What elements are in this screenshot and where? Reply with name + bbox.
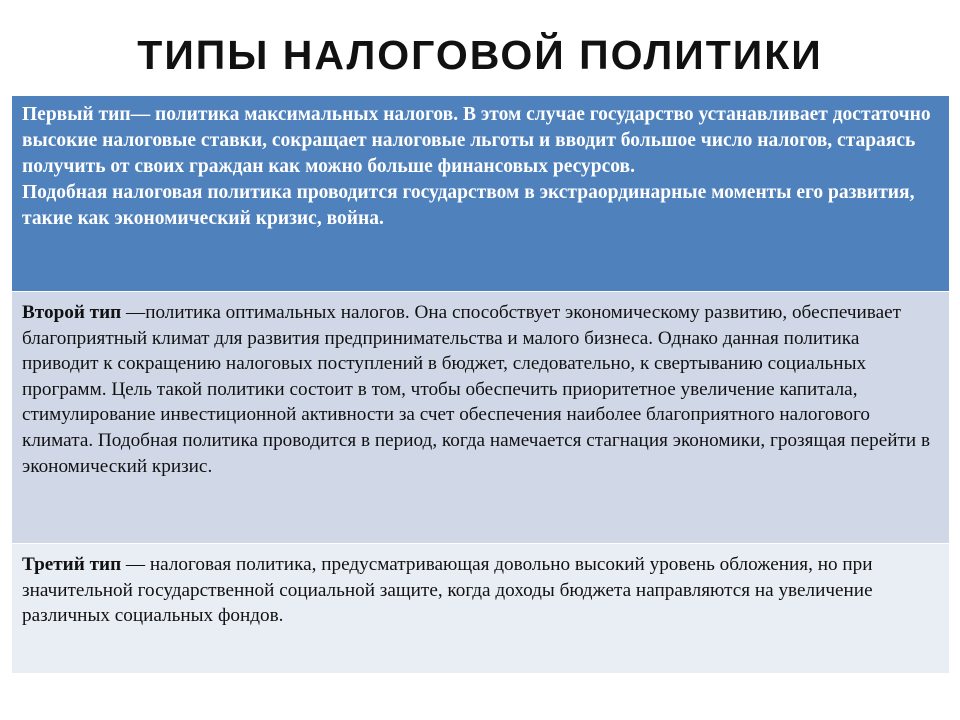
table-row-type-1 — [12, 96, 949, 292]
type-2-description: —политика оптимальных налогов. Она способствует экономическому развитию, обеспечивает благоприятный климат для развития предпринимательства и малого бизнеса. Однако данная политика приводит к сокращению налоговых поступлений в бюджет, следовательно, к свертыванию социальных программ. Цель такой политики состоит в том, чтобы обеспечить приоритетное увеличение капитала, стимулирование инвестиционной активности за счет обеспечения наиболее благоприятного налогового климата. Подобная политика проводится в период, когда намечается стагнация экономики, грозящая перейти в экономический кризис. — [22, 302, 931, 477]
type-1-description: Первый тип— политика максимальных налогов. В этом случае государство устанавливает достаточно высокие налоговые ставки, сокращает налоговые льготы и вводит большое число налогов, стараясь получить от своих граждан как можно больше финансовых ресурсов. — [22, 104, 931, 177]
slide-title: ТИПЫ НАЛОГОВОЙ ПОЛИТИКИ — [137, 32, 823, 78]
type-3-description: — налоговая политика, предусматривающая довольно высокий уровень обложения, но при значительной государственной социальной защите, когда доходы бюджета направляются на увеличение различных социальных фондов. — [22, 554, 873, 627]
table-row-type-2 — [12, 292, 949, 544]
type-1-application: Подобная налоговая политика проводится государством в экстраординарные моменты его развития, такие как экономический кризис, война. — [22, 182, 915, 229]
type-3-label: Третий тип — [22, 554, 122, 575]
table-row-type-3 — [12, 544, 949, 674]
tax-policy-types-table — [12, 96, 949, 674]
type-2-label: Второй тип — [22, 302, 122, 323]
